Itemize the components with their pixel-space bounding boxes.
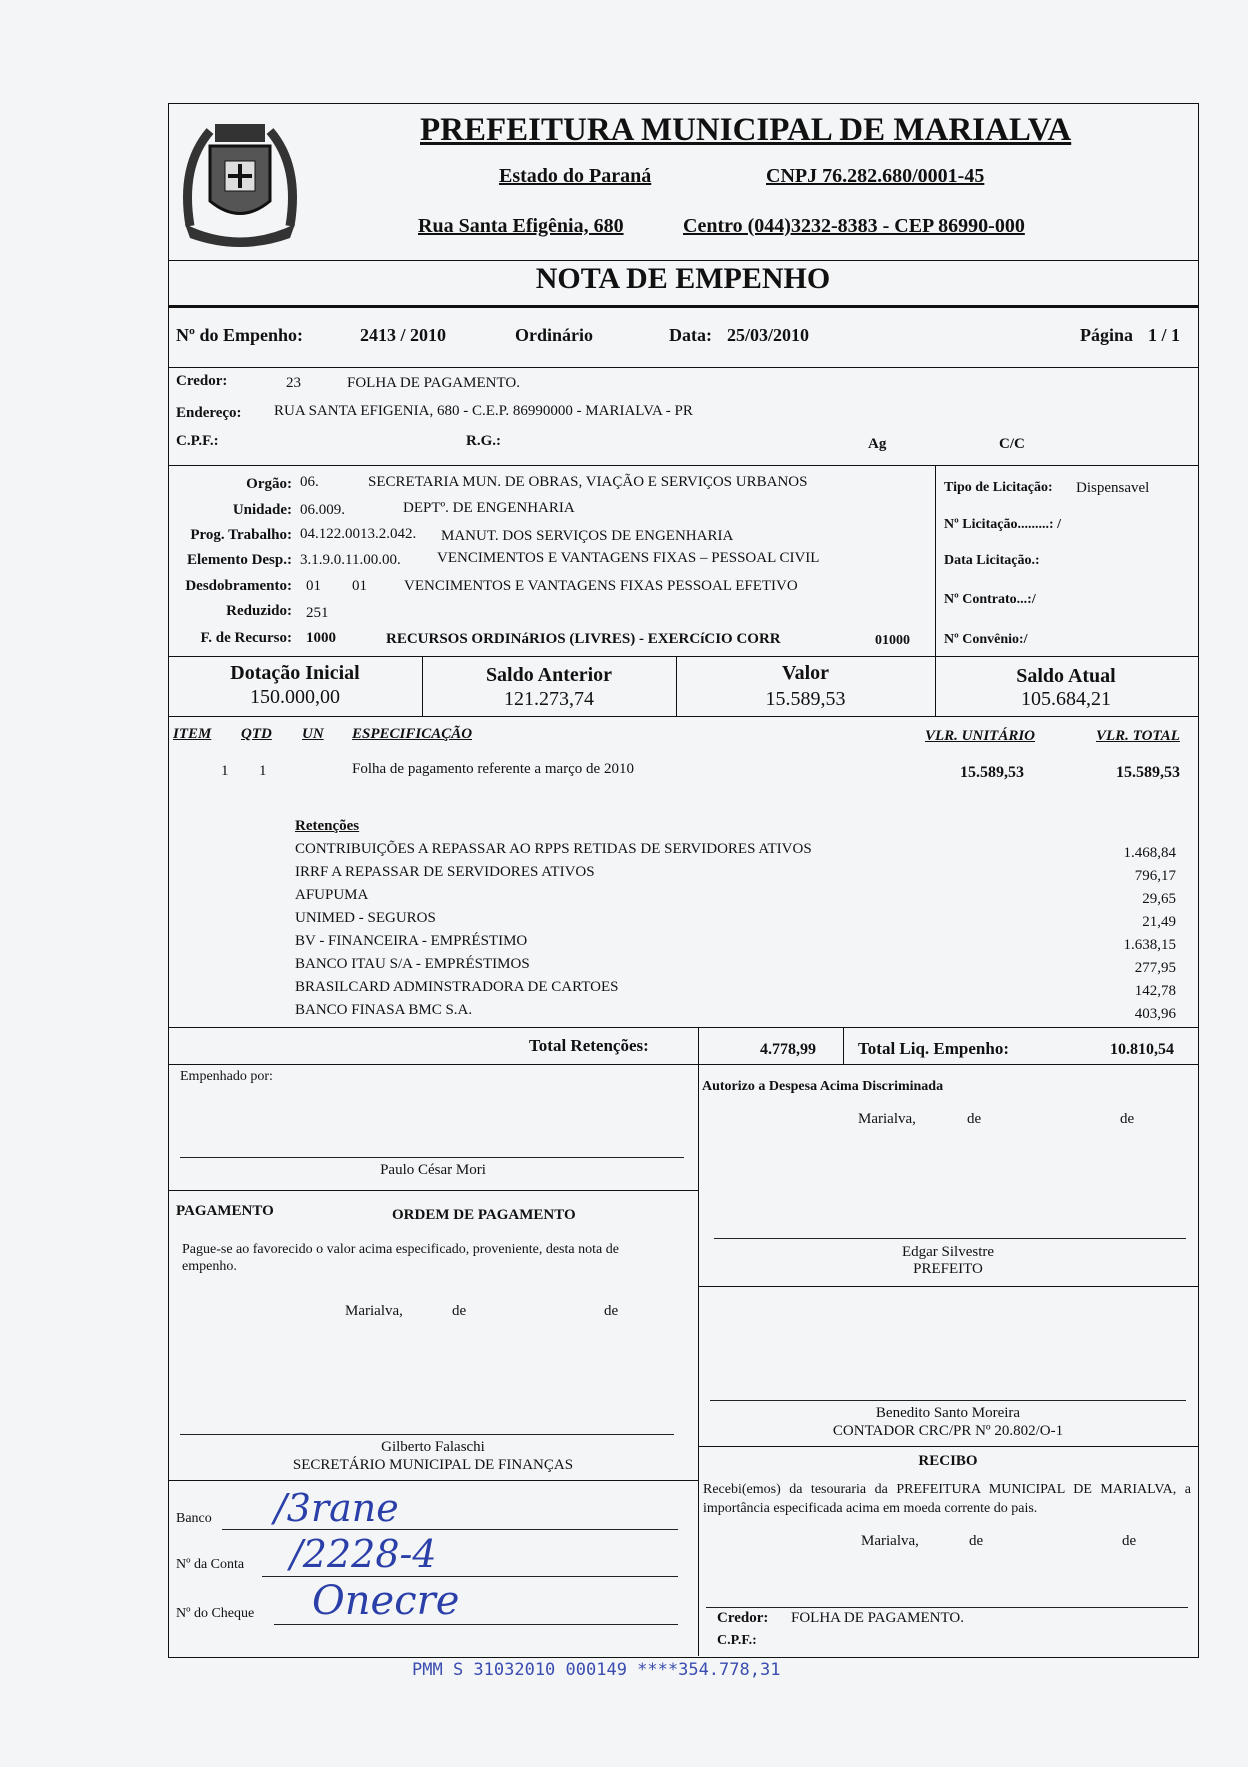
valor-value: 15.589,53	[765, 688, 846, 710]
saldo-anterior-value: 121.273,74	[504, 688, 594, 710]
page-label: Página	[1080, 325, 1134, 345]
col-item: ITEM	[173, 726, 212, 742]
doc-title: NOTA DE EMPENHO	[535, 262, 831, 295]
autorizo-de-1: de	[967, 1111, 982, 1127]
retencao-value: 21,49	[1142, 914, 1176, 930]
retencao-desc: AFUPUMA	[295, 887, 369, 903]
retencao-desc: BANCO ITAU S/A - EMPRÉSTIMOS	[295, 956, 530, 972]
ordem-pagamento-label: ORDEM DE PAGAMENTO	[392, 1207, 576, 1223]
empenho-date-label: Data:	[669, 325, 712, 345]
item-desc: Folha de pagamento referente a março de 2010	[352, 761, 634, 777]
pagamento-place: Marialva,	[345, 1303, 403, 1319]
cheque-handwritten: Onecre	[312, 1578, 460, 1624]
contrato-label: Nº Contrato...:/	[944, 592, 1036, 607]
ag-label: Ag	[868, 436, 887, 452]
dotacao-label: Dotação Inicial	[230, 662, 360, 684]
conta-label: Nº da Conta	[176, 1557, 245, 1572]
rg-label: R.G.:	[466, 433, 501, 449]
page-number: 1 / 1	[1148, 325, 1181, 345]
cheque-label: Nº do Cheque	[176, 1606, 255, 1621]
recibo-credor-name: FOLHA DE PAGAMENTO.	[791, 1610, 964, 1626]
dotacao-value: 150.000,00	[250, 686, 340, 708]
retencao-desc: CONTRIBUIÇÕES A REPASSAR AO RPPS RETIDAS DE SERVIDORES ATIVOS	[295, 841, 812, 857]
autorizo-de-2: de	[1120, 1111, 1135, 1127]
prog-code: 04.122.0013.2.042.	[300, 526, 417, 542]
col-especificacao: ESPECIFICAÇÃO	[352, 726, 473, 742]
valor-label: Valor	[781, 662, 830, 684]
credor-label: Credor:	[176, 373, 228, 389]
elemento-name: VENCIMENTOS E VANTAGENS FIXAS – PESSOAL CIVIL	[437, 550, 820, 566]
recibo-title: RECIBO	[918, 1453, 978, 1469]
autorizo-label: Autorizo a Despesa Acima Discriminada	[702, 1079, 944, 1094]
banco-handwritten: /3rane	[274, 1486, 399, 1530]
recurso-code: 1000	[306, 630, 336, 646]
desdobramento-code-2: 01	[352, 578, 367, 594]
prefeito-name: Edgar Silvestre	[901, 1244, 995, 1260]
pagamento-text: Pague-se ao favorecido o valor acima especificado, proveniente, desta nota de empenho.	[182, 1242, 619, 1274]
prog-name: MANUT. DOS SERVIÇOS DE ENGENHARIA	[441, 528, 734, 544]
recurso-label: F. de Recurso:	[200, 630, 292, 646]
orgao-label: Orgão:	[246, 476, 292, 492]
licitacao-number-label: Nº Licitação.........: /	[944, 517, 1061, 532]
autorizo-place: Marialva,	[858, 1111, 916, 1127]
elemento-label: Elemento Desp.:	[187, 552, 292, 568]
saldo-anterior-label: Saldo Anterior	[485, 664, 613, 686]
secretario-name: Gilberto Falaschi	[381, 1439, 485, 1455]
item-number: 1	[221, 763, 229, 779]
retencao-value: 277,95	[1134, 960, 1176, 976]
retencao-desc: BANCO FINASA BMC S.A.	[295, 1002, 473, 1018]
contador-role: CONTADOR CRC/PR Nº 20.802/O-1	[832, 1423, 1064, 1439]
recurso-name: RECURSOS ORDINáRIOS (LIVRES) - EXERCíCIO CORR	[386, 631, 781, 647]
recibo-cpf-label: C.P.F.:	[717, 1633, 757, 1648]
conta-handwritten: /2228-4	[290, 1532, 437, 1576]
empenhado-label: Empenhado por:	[180, 1069, 273, 1084]
retencao-desc: BV - FINANCEIRA - EMPRÉSTIMO	[295, 933, 528, 949]
saldo-atual-value: 105.684,21	[1021, 688, 1111, 710]
pagamento-label: PAGAMENTO	[176, 1203, 274, 1219]
empenhado-name: Paulo César Mori	[380, 1162, 486, 1178]
credor-address: RUA SANTA EFIGENIA, 680 - C.E.P. 86990000 - MARIALVA - PR	[274, 403, 693, 419]
address-label: Endereço:	[176, 405, 242, 421]
empenho-label: Nº do Empenho:	[176, 325, 303, 345]
total-retencoes-label: Total Retenções:	[529, 1036, 649, 1055]
contador-name: Benedito Santo Moreira	[875, 1405, 1021, 1421]
col-un: UN	[302, 726, 324, 742]
cc-label: C/C	[999, 436, 1025, 452]
col-vlr-total: VLR. TOTAL	[1096, 728, 1180, 744]
recibo-de-1: de	[969, 1533, 984, 1549]
recurso-code-2: 01000	[875, 633, 910, 648]
col-vlr-unitario: VLR. UNITÁRIO	[925, 728, 1036, 744]
recibo-text: Recebi(emos) da tesouraria da PREFEITURA MUNICIPAL DE MARIALVA, a importância especificada acima em moeda corrente do pais.	[703, 1482, 1191, 1516]
recibo-credor-label: Credor:	[717, 1610, 769, 1626]
total-retencoes-value: 4.778,99	[760, 1041, 816, 1058]
retencao-value: 796,17	[1134, 868, 1176, 884]
desdobramento-label: Desdobramento:	[185, 578, 292, 594]
orgao-code: 06.	[300, 474, 319, 490]
desdobramento-name: VENCIMENTOS E VANTAGENS FIXAS PESSOAL EFETIVO	[404, 578, 798, 594]
footer-stamp: PMM S 31032010 000149 ****354.778,31	[412, 1660, 781, 1680]
convenio-label: Nº Convênio:/	[944, 632, 1028, 647]
retencao-value: 403,96	[1134, 1006, 1176, 1022]
credor-code: 23	[286, 375, 301, 391]
empenho-date: 25/03/2010	[727, 325, 810, 345]
col-qtd: QTD	[241, 726, 272, 742]
item-qtd: 1	[259, 763, 267, 779]
empenho-number: 2413 / 2010	[360, 325, 447, 345]
retencao-desc: IRRF A REPASSAR DE SERVIDORES ATIVOS	[295, 864, 595, 880]
total-liquido-label: Total Liq. Empenho:	[858, 1039, 1009, 1058]
retencoes-title: Retenções	[295, 818, 360, 834]
address-contact: Centro (044)3232-8383 - CEP 86990-000	[683, 215, 1025, 237]
pagamento-de-1: de	[452, 1303, 467, 1319]
secretario-role: SECRETÁRIO MUNICIPAL DE FINANÇAS	[292, 1457, 574, 1473]
coat-of-arms-icon	[170, 106, 310, 254]
retencao-desc: BRASILCARD ADMINSTRADORA DE CARTOES	[295, 979, 619, 995]
retencao-value: 1.638,15	[1123, 937, 1176, 953]
retencao-desc: UNIMED - SEGUROS	[295, 910, 436, 926]
item-total: 15.589,53	[1116, 764, 1180, 781]
empenho-type: Ordinário	[515, 325, 594, 345]
cpf-label: C.P.F.:	[176, 433, 219, 449]
credor-name: FOLHA DE PAGAMENTO.	[347, 375, 520, 391]
page-title: PREFEITURA MUNICIPAL DE MARIALVA	[420, 112, 1072, 148]
retencao-value: 29,65	[1142, 891, 1176, 907]
reduzido-value: 251	[306, 605, 329, 621]
prog-label: Prog. Trabalho:	[190, 527, 292, 543]
unidade-name: DEPTº. DE ENGENHARIA	[403, 500, 575, 516]
unidade-code: 06.009.	[300, 502, 345, 518]
prefeito-role: PREFEITO	[913, 1261, 983, 1277]
item-unit: 15.589,53	[960, 764, 1024, 781]
tipo-licitacao-value: Dispensavel	[1076, 480, 1150, 496]
state-name: Estado do Paraná	[499, 165, 652, 187]
tipo-licitacao-label: Tipo de Licitação:	[944, 480, 1053, 495]
retencao-value: 1.468,84	[1123, 845, 1176, 861]
retencao-value: 142,78	[1134, 983, 1176, 999]
address: Rua Santa Efigênia, 680	[418, 215, 624, 237]
pagamento-de-2: de	[604, 1303, 619, 1319]
desdobramento-code-1: 01	[306, 578, 321, 594]
banco-label: Banco	[176, 1511, 212, 1526]
elemento-code: 3.1.9.0.11.00.00.	[300, 552, 401, 568]
licitacao-date-label: Data Licitação.:	[944, 553, 1040, 568]
orgao-name: SECRETARIA MUN. DE OBRAS, VIAÇÃO E SERVIÇOS URBANOS	[368, 474, 808, 490]
saldo-atual-label: Saldo Atual	[1016, 665, 1116, 687]
cnpj: CNPJ 76.282.680/0001-45	[766, 165, 985, 187]
reduzido-label: Reduzido:	[226, 603, 292, 619]
total-liquido-value: 10.810,54	[1110, 1041, 1174, 1058]
recibo-place: Marialva,	[861, 1533, 919, 1549]
unidade-label: Unidade:	[232, 502, 292, 518]
recibo-de-2: de	[1122, 1533, 1137, 1549]
